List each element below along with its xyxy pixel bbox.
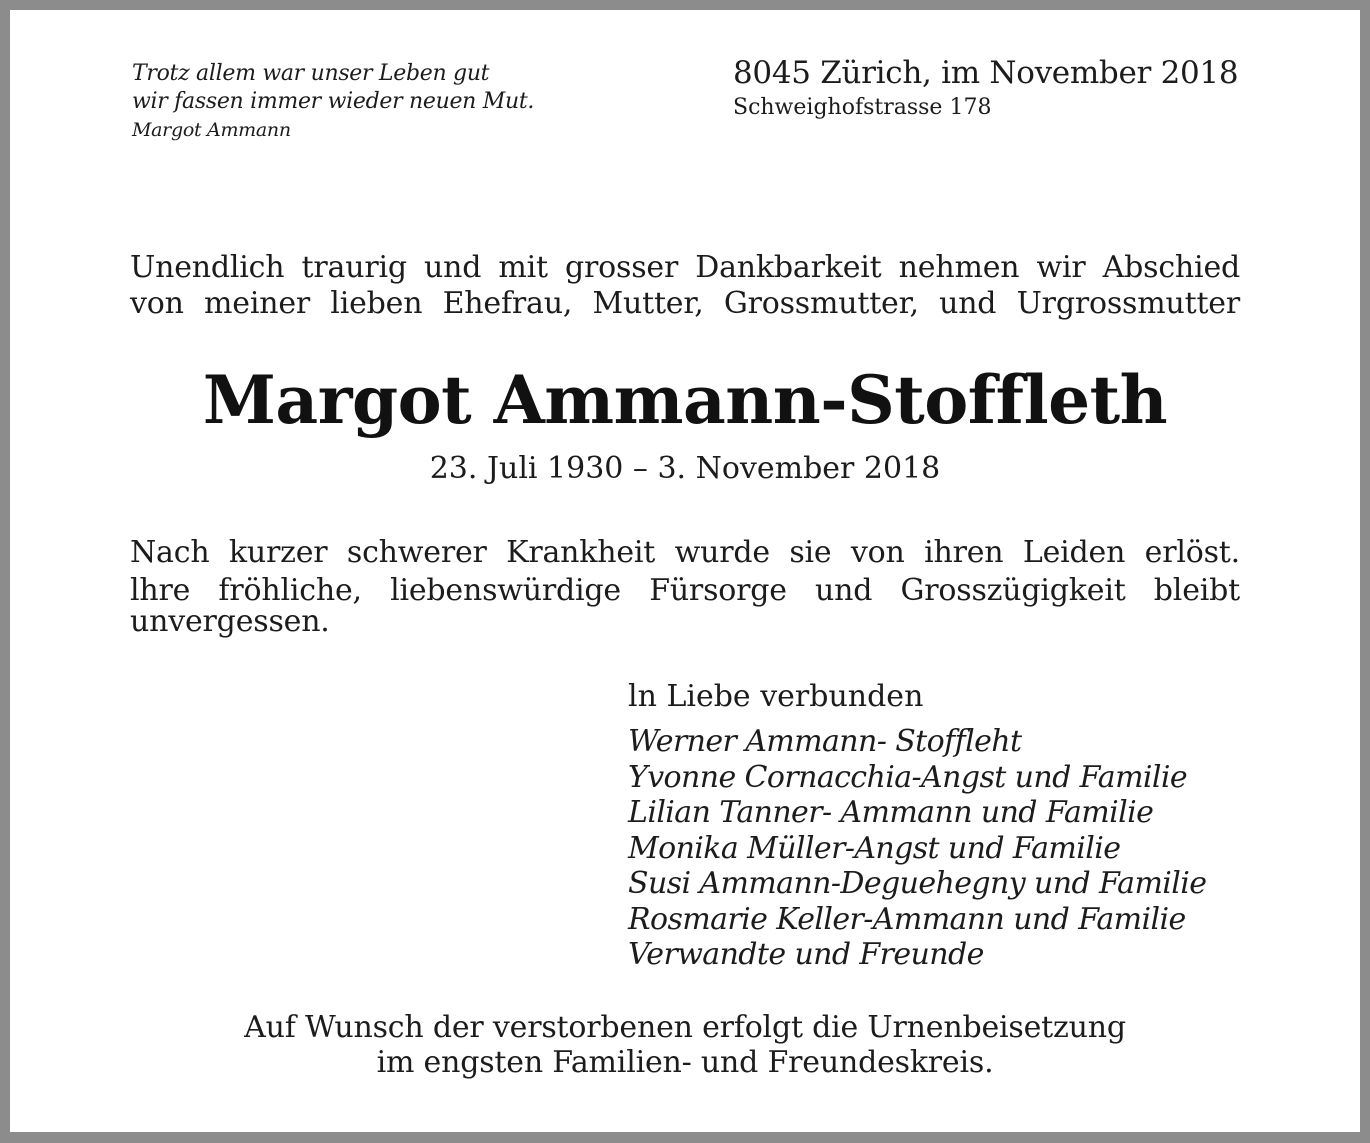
closing-text xyxy=(10,1010,1360,1080)
quote-author: Margot Ammann xyxy=(132,119,291,141)
closing-line-2: im engsten Familien- und Freundeskreis. xyxy=(376,1045,994,1080)
quote-block xyxy=(132,60,534,144)
mourner-name: Werner Ammann- Stoffleht xyxy=(628,724,1022,759)
body-text xyxy=(130,534,1240,638)
place-block xyxy=(733,53,1239,123)
mourner-name: Verwandte und Freunde xyxy=(628,937,984,972)
deceased-name: Margot Ammann-Stoffleth xyxy=(202,361,1168,439)
quote-line-1: Trotz allem war unser Leben gut xyxy=(132,61,490,86)
quote-line-2: wir fassen immer wieder neuen Mut. xyxy=(132,89,535,114)
life-dates: 23. Juli 1930 – 3. November 2018 xyxy=(429,451,941,486)
obituary-notice xyxy=(10,10,1360,1132)
signoff: ln Liebe verbunden xyxy=(628,679,924,714)
closing-line-1: Auf Wunsch der verstorbenen erfolgt die Urnenbeisetzung xyxy=(244,1010,1126,1045)
mourner-name: Lilian Tanner- Ammann und Familie xyxy=(628,795,1154,830)
street-address: Schweighofstrasse 178 xyxy=(733,95,992,120)
mourner-name: Monika Müller-Angst und Familie xyxy=(628,830,1121,866)
mourner-name: Yvonne Cornacchia-Angst und Familie xyxy=(628,759,1188,795)
intro-line-1: Unendlich traurig und mit grosser Dankbarkeit nehmen wir Abschied xyxy=(130,250,1240,285)
body-line-3: unvergessen. xyxy=(130,604,330,639)
mourners-list xyxy=(628,724,1206,973)
intro-text xyxy=(130,250,1240,322)
mourner-name: Susi Ammann-Deguehegny und Familie xyxy=(628,866,1207,901)
body-line-2: lhre fröhliche, liebenswürdige Fürsorge und Grosszügigkeit bleibt xyxy=(130,573,1240,608)
intro-line-2: von meiner lieben Ehefrau, Mutter, Grossmutter, und Urgrossmutter xyxy=(130,286,1240,321)
mourner-name: Rosmarie Keller-Ammann und Familie xyxy=(628,901,1186,937)
body-line-1: Nach kurzer schwerer Krankheit wurde sie von ihren Leiden erlöst. xyxy=(130,535,1240,570)
page-frame xyxy=(10,10,1360,1132)
city-date: 8045 Zürich, im November 2018 xyxy=(733,55,1239,91)
